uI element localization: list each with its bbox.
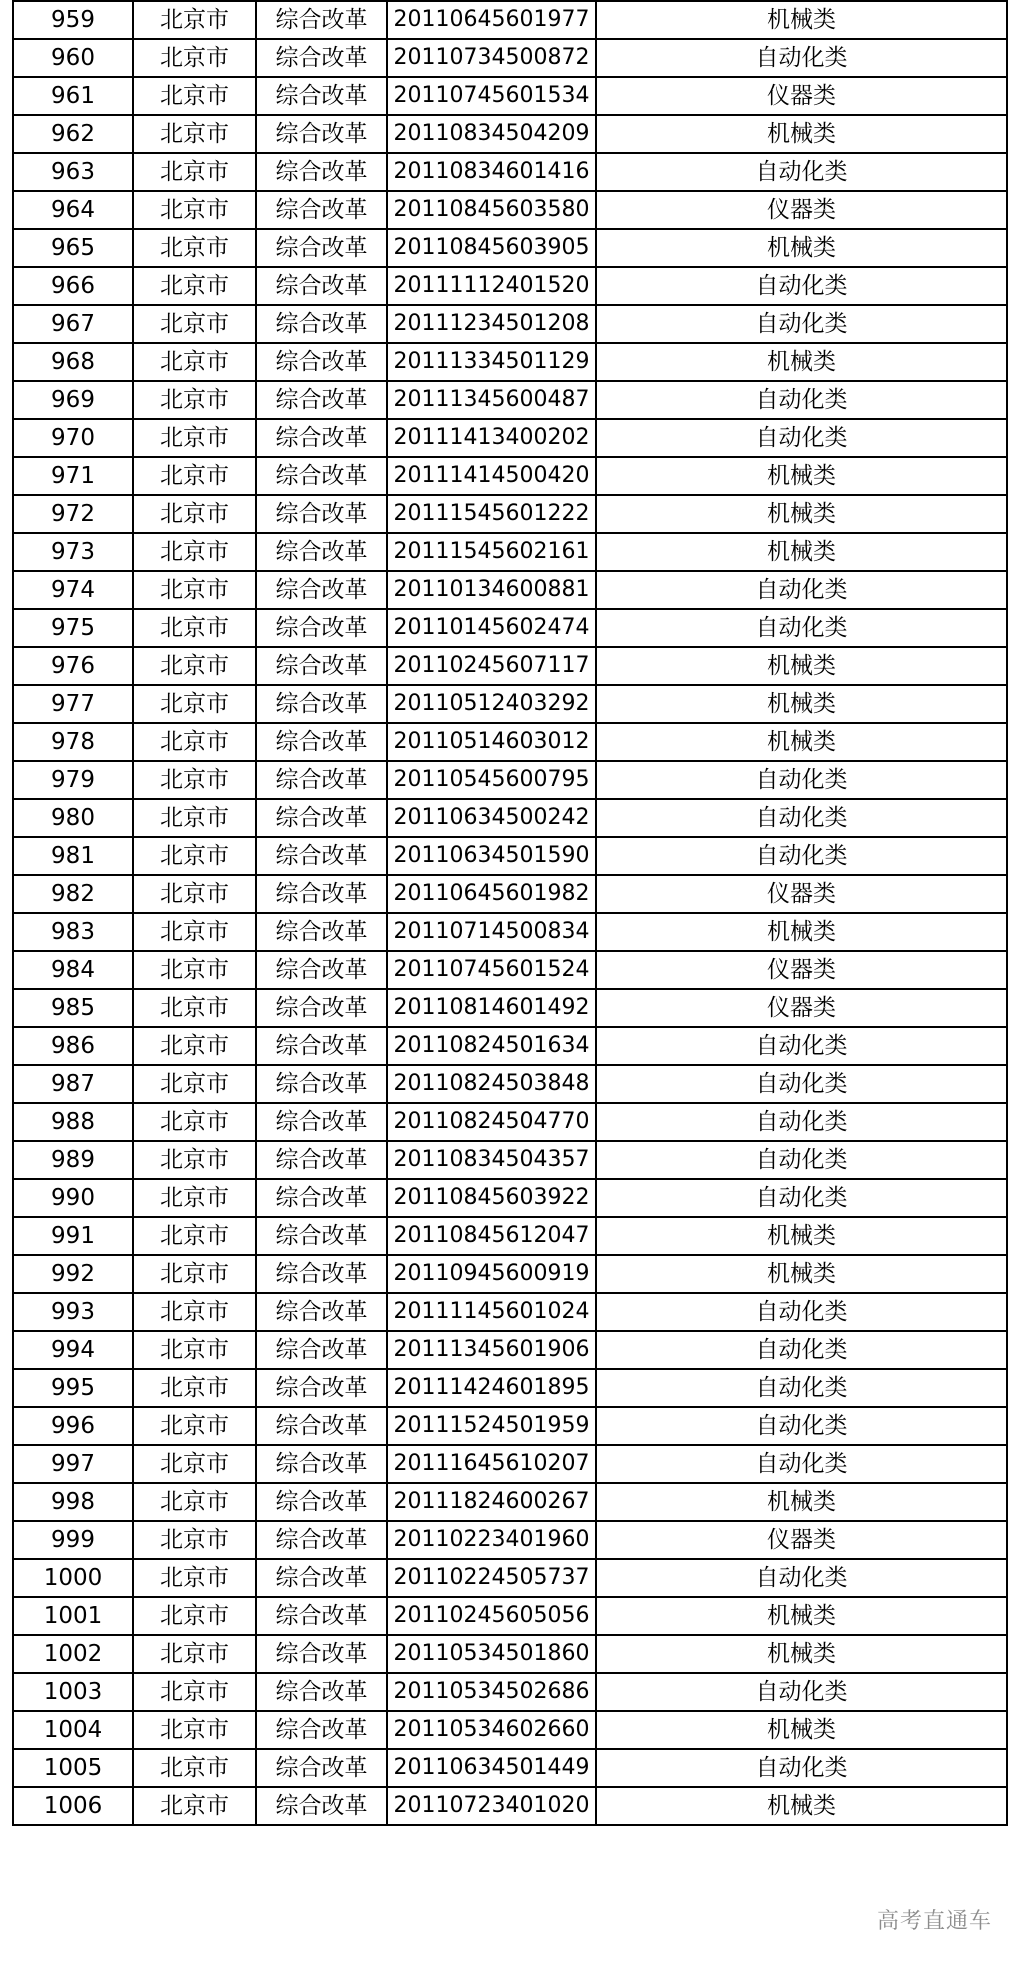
cell-serial-number: 968 xyxy=(13,343,133,381)
table-row xyxy=(13,1255,1007,1293)
table-row xyxy=(13,1103,1007,1141)
cell-exam-type: 综合改革 xyxy=(256,647,387,685)
cell-city: 北京市 xyxy=(133,1369,256,1407)
cell-serial-number: 962 xyxy=(13,115,133,153)
cell-candidate-id: 20110534502686 xyxy=(387,1673,596,1711)
cell-major-category: 自动化类 xyxy=(596,609,1007,647)
table-row xyxy=(13,533,1007,571)
cell-serial-number: 973 xyxy=(13,533,133,571)
cell-exam-type: 综合改革 xyxy=(256,989,387,1027)
table-row xyxy=(13,1711,1007,1749)
cell-major-category: 自动化类 xyxy=(596,1559,1007,1597)
cell-exam-type: 综合改革 xyxy=(256,1673,387,1711)
cell-city: 北京市 xyxy=(133,305,256,343)
cell-exam-type: 综合改革 xyxy=(256,533,387,571)
cell-exam-type: 综合改革 xyxy=(256,1749,387,1787)
cell-city: 北京市 xyxy=(133,343,256,381)
cell-serial-number: 994 xyxy=(13,1331,133,1369)
cell-serial-number: 987 xyxy=(13,1065,133,1103)
cell-exam-type: 综合改革 xyxy=(256,153,387,191)
cell-candidate-id: 20110534501860 xyxy=(387,1635,596,1673)
cell-candidate-id: 20110745601524 xyxy=(387,951,596,989)
cell-serial-number: 998 xyxy=(13,1483,133,1521)
cell-candidate-id: 20110945600919 xyxy=(387,1255,596,1293)
cell-major-category: 自动化类 xyxy=(596,1407,1007,1445)
cell-city: 北京市 xyxy=(133,913,256,951)
cell-major-category: 机械类 xyxy=(596,495,1007,533)
cell-candidate-id: 20111345601906 xyxy=(387,1331,596,1369)
cell-serial-number: 979 xyxy=(13,761,133,799)
cell-exam-type: 综合改革 xyxy=(256,685,387,723)
cell-city: 北京市 xyxy=(133,799,256,837)
table-row xyxy=(13,647,1007,685)
table-row xyxy=(13,1,1007,39)
cell-city: 北京市 xyxy=(133,1331,256,1369)
cell-candidate-id: 20110224505737 xyxy=(387,1559,596,1597)
cell-candidate-id: 20111345600487 xyxy=(387,381,596,419)
cell-major-category: 机械类 xyxy=(596,533,1007,571)
table-row xyxy=(13,761,1007,799)
cell-city: 北京市 xyxy=(133,39,256,77)
cell-serial-number: 964 xyxy=(13,191,133,229)
cell-serial-number: 970 xyxy=(13,419,133,457)
cell-major-category: 自动化类 xyxy=(596,1179,1007,1217)
cell-exam-type: 综合改革 xyxy=(256,1483,387,1521)
cell-city: 北京市 xyxy=(133,1711,256,1749)
cell-major-category: 机械类 xyxy=(596,115,1007,153)
table-row xyxy=(13,571,1007,609)
table-row xyxy=(13,1749,1007,1787)
table-row xyxy=(13,1293,1007,1331)
cell-serial-number: 984 xyxy=(13,951,133,989)
cell-serial-number: 982 xyxy=(13,875,133,913)
cell-exam-type: 综合改革 xyxy=(256,39,387,77)
cell-city: 北京市 xyxy=(133,1293,256,1331)
admission-list-sheet xyxy=(12,0,1006,1826)
cell-city: 北京市 xyxy=(133,1483,256,1521)
cell-major-category: 自动化类 xyxy=(596,267,1007,305)
cell-serial-number: 1005 xyxy=(13,1749,133,1787)
cell-city: 北京市 xyxy=(133,989,256,1027)
cell-serial-number: 965 xyxy=(13,229,133,267)
cell-serial-number: 995 xyxy=(13,1369,133,1407)
cell-candidate-id: 20110834601416 xyxy=(387,153,596,191)
cell-serial-number: 985 xyxy=(13,989,133,1027)
cell-major-category: 机械类 xyxy=(596,1635,1007,1673)
cell-exam-type: 综合改革 xyxy=(256,1331,387,1369)
cell-major-category: 机械类 xyxy=(596,1787,1007,1825)
cell-major-category: 自动化类 xyxy=(596,837,1007,875)
cell-candidate-id: 20110834504357 xyxy=(387,1141,596,1179)
table-row xyxy=(13,799,1007,837)
cell-exam-type: 综合改革 xyxy=(256,1369,387,1407)
cell-city: 北京市 xyxy=(133,951,256,989)
table-row xyxy=(13,1445,1007,1483)
cell-serial-number: 977 xyxy=(13,685,133,723)
cell-exam-type: 综合改革 xyxy=(256,1787,387,1825)
cell-exam-type: 综合改革 xyxy=(256,1255,387,1293)
cell-major-category: 自动化类 xyxy=(596,1673,1007,1711)
cell-city: 北京市 xyxy=(133,685,256,723)
cell-major-category: 仪器类 xyxy=(596,1521,1007,1559)
table-row xyxy=(13,1407,1007,1445)
cell-major-category: 自动化类 xyxy=(596,1331,1007,1369)
cell-candidate-id: 20111413400202 xyxy=(387,419,596,457)
cell-serial-number: 960 xyxy=(13,39,133,77)
cell-major-category: 自动化类 xyxy=(596,1065,1007,1103)
cell-candidate-id: 20111334501129 xyxy=(387,343,596,381)
cell-major-category: 机械类 xyxy=(596,229,1007,267)
cell-city: 北京市 xyxy=(133,229,256,267)
table-row xyxy=(13,115,1007,153)
table-row xyxy=(13,989,1007,1027)
cell-city: 北京市 xyxy=(133,1217,256,1255)
cell-major-category: 仪器类 xyxy=(596,191,1007,229)
table-row xyxy=(13,457,1007,495)
cell-exam-type: 综合改革 xyxy=(256,495,387,533)
table-row xyxy=(13,609,1007,647)
cell-serial-number: 971 xyxy=(13,457,133,495)
cell-city: 北京市 xyxy=(133,1559,256,1597)
cell-exam-type: 综合改革 xyxy=(256,115,387,153)
cell-city: 北京市 xyxy=(133,1445,256,1483)
cell-candidate-id: 20110245605056 xyxy=(387,1597,596,1635)
cell-serial-number: 989 xyxy=(13,1141,133,1179)
cell-major-category: 自动化类 xyxy=(596,761,1007,799)
cell-exam-type: 综合改革 xyxy=(256,723,387,761)
table-row xyxy=(13,1065,1007,1103)
cell-serial-number: 1001 xyxy=(13,1597,133,1635)
cell-candidate-id: 20110834504209 xyxy=(387,115,596,153)
cell-serial-number: 1004 xyxy=(13,1711,133,1749)
cell-major-category: 机械类 xyxy=(596,1,1007,39)
cell-major-category: 机械类 xyxy=(596,723,1007,761)
cell-major-category: 自动化类 xyxy=(596,39,1007,77)
cell-exam-type: 综合改革 xyxy=(256,229,387,267)
cell-exam-type: 综合改革 xyxy=(256,1065,387,1103)
cell-city: 北京市 xyxy=(133,609,256,647)
table-row xyxy=(13,1597,1007,1635)
cell-exam-type: 综合改革 xyxy=(256,1521,387,1559)
cell-major-category: 自动化类 xyxy=(596,1141,1007,1179)
cell-serial-number: 978 xyxy=(13,723,133,761)
cell-major-category: 机械类 xyxy=(596,913,1007,951)
cell-candidate-id: 20110645601977 xyxy=(387,1,596,39)
cell-major-category: 机械类 xyxy=(596,685,1007,723)
cell-candidate-id: 20110745601534 xyxy=(387,77,596,115)
cell-major-category: 机械类 xyxy=(596,647,1007,685)
cell-major-category: 机械类 xyxy=(596,457,1007,495)
cell-candidate-id: 20110824504770 xyxy=(387,1103,596,1141)
cell-exam-type: 综合改革 xyxy=(256,1407,387,1445)
cell-exam-type: 综合改革 xyxy=(256,1179,387,1217)
cell-exam-type: 综合改革 xyxy=(256,1597,387,1635)
cell-serial-number: 980 xyxy=(13,799,133,837)
table-row xyxy=(13,723,1007,761)
cell-city: 北京市 xyxy=(133,495,256,533)
cell-candidate-id: 20110134600881 xyxy=(387,571,596,609)
cell-exam-type: 综合改革 xyxy=(256,1293,387,1331)
table-row xyxy=(13,381,1007,419)
cell-candidate-id: 20111424601895 xyxy=(387,1369,596,1407)
table-row xyxy=(13,495,1007,533)
cell-city: 北京市 xyxy=(133,1065,256,1103)
cell-city: 北京市 xyxy=(133,267,256,305)
cell-major-category: 自动化类 xyxy=(596,799,1007,837)
cell-serial-number: 996 xyxy=(13,1407,133,1445)
cell-candidate-id: 20110845612047 xyxy=(387,1217,596,1255)
cell-city: 北京市 xyxy=(133,1407,256,1445)
table-row xyxy=(13,1559,1007,1597)
cell-serial-number: 988 xyxy=(13,1103,133,1141)
cell-city: 北京市 xyxy=(133,1787,256,1825)
cell-exam-type: 综合改革 xyxy=(256,1,387,39)
cell-candidate-id: 20110824501634 xyxy=(387,1027,596,1065)
cell-candidate-id: 20110723401020 xyxy=(387,1787,596,1825)
table-row xyxy=(13,419,1007,457)
cell-candidate-id: 20110545600795 xyxy=(387,761,596,799)
table-row xyxy=(13,191,1007,229)
cell-major-category: 自动化类 xyxy=(596,381,1007,419)
cell-major-category: 机械类 xyxy=(596,1711,1007,1749)
cell-city: 北京市 xyxy=(133,1635,256,1673)
cell-city: 北京市 xyxy=(133,381,256,419)
cell-candidate-id: 20111524501959 xyxy=(387,1407,596,1445)
cell-serial-number: 990 xyxy=(13,1179,133,1217)
cell-major-category: 机械类 xyxy=(596,1597,1007,1635)
table-row xyxy=(13,343,1007,381)
cell-serial-number: 1003 xyxy=(13,1673,133,1711)
cell-serial-number: 959 xyxy=(13,1,133,39)
cell-candidate-id: 20111234501208 xyxy=(387,305,596,343)
cell-candidate-id: 20110845603905 xyxy=(387,229,596,267)
cell-city: 北京市 xyxy=(133,1179,256,1217)
cell-major-category: 自动化类 xyxy=(596,571,1007,609)
table-row xyxy=(13,305,1007,343)
cell-exam-type: 综合改革 xyxy=(256,799,387,837)
cell-city: 北京市 xyxy=(133,723,256,761)
cell-city: 北京市 xyxy=(133,1673,256,1711)
cell-serial-number: 963 xyxy=(13,153,133,191)
cell-city: 北京市 xyxy=(133,1255,256,1293)
cell-city: 北京市 xyxy=(133,761,256,799)
cell-exam-type: 综合改革 xyxy=(256,571,387,609)
cell-exam-type: 综合改革 xyxy=(256,913,387,951)
cell-city: 北京市 xyxy=(133,1749,256,1787)
cell-candidate-id: 20110714500834 xyxy=(387,913,596,951)
cell-serial-number: 969 xyxy=(13,381,133,419)
table-row xyxy=(13,1331,1007,1369)
cell-candidate-id: 20110824503848 xyxy=(387,1065,596,1103)
cell-candidate-id: 20110145602474 xyxy=(387,609,596,647)
cell-city: 北京市 xyxy=(133,1597,256,1635)
cell-candidate-id: 20110645601982 xyxy=(387,875,596,913)
cell-candidate-id: 20111645610207 xyxy=(387,1445,596,1483)
table-body xyxy=(13,1,1007,1825)
table-row xyxy=(13,1369,1007,1407)
cell-major-category: 仪器类 xyxy=(596,989,1007,1027)
cell-exam-type: 综合改革 xyxy=(256,1635,387,1673)
cell-serial-number: 1002 xyxy=(13,1635,133,1673)
cell-exam-type: 综合改革 xyxy=(256,875,387,913)
cell-candidate-id: 20110814601492 xyxy=(387,989,596,1027)
cell-serial-number: 1006 xyxy=(13,1787,133,1825)
cell-major-category: 机械类 xyxy=(596,1255,1007,1293)
cell-candidate-id: 20110845603922 xyxy=(387,1179,596,1217)
cell-exam-type: 综合改革 xyxy=(256,1217,387,1255)
cell-major-category: 自动化类 xyxy=(596,1749,1007,1787)
cell-city: 北京市 xyxy=(133,1103,256,1141)
cell-serial-number: 976 xyxy=(13,647,133,685)
cell-major-category: 自动化类 xyxy=(596,1445,1007,1483)
cell-major-category: 机械类 xyxy=(596,1483,1007,1521)
cell-serial-number: 974 xyxy=(13,571,133,609)
cell-city: 北京市 xyxy=(133,191,256,229)
cell-serial-number: 993 xyxy=(13,1293,133,1331)
cell-exam-type: 综合改革 xyxy=(256,419,387,457)
table-row xyxy=(13,1217,1007,1255)
table-row xyxy=(13,1521,1007,1559)
table-row xyxy=(13,267,1007,305)
cell-exam-type: 综合改革 xyxy=(256,761,387,799)
cell-city: 北京市 xyxy=(133,77,256,115)
cell-candidate-id: 20110634500242 xyxy=(387,799,596,837)
cell-city: 北京市 xyxy=(133,1521,256,1559)
cell-candidate-id: 20110512403292 xyxy=(387,685,596,723)
cell-candidate-id: 20111545601222 xyxy=(387,495,596,533)
cell-serial-number: 972 xyxy=(13,495,133,533)
cell-city: 北京市 xyxy=(133,533,256,571)
cell-serial-number: 992 xyxy=(13,1255,133,1293)
cell-exam-type: 综合改革 xyxy=(256,1141,387,1179)
cell-major-category: 仪器类 xyxy=(596,875,1007,913)
cell-candidate-id: 20111824600267 xyxy=(387,1483,596,1521)
cell-candidate-id: 20110245607117 xyxy=(387,647,596,685)
cell-candidate-id: 20110634501449 xyxy=(387,1749,596,1787)
cell-city: 北京市 xyxy=(133,1,256,39)
cell-city: 北京市 xyxy=(133,571,256,609)
cell-major-category: 机械类 xyxy=(596,343,1007,381)
cell-major-category: 自动化类 xyxy=(596,1293,1007,1331)
cell-exam-type: 综合改革 xyxy=(256,837,387,875)
table-row xyxy=(13,39,1007,77)
cell-exam-type: 综合改革 xyxy=(256,609,387,647)
cell-major-category: 仪器类 xyxy=(596,77,1007,115)
cell-exam-type: 综合改革 xyxy=(256,1103,387,1141)
cell-candidate-id: 20110634501590 xyxy=(387,837,596,875)
cell-serial-number: 999 xyxy=(13,1521,133,1559)
table-row xyxy=(13,875,1007,913)
cell-serial-number: 986 xyxy=(13,1027,133,1065)
cell-city: 北京市 xyxy=(133,875,256,913)
cell-exam-type: 综合改革 xyxy=(256,457,387,495)
cell-candidate-id: 20111545602161 xyxy=(387,533,596,571)
cell-serial-number: 1000 xyxy=(13,1559,133,1597)
cell-major-category: 自动化类 xyxy=(596,305,1007,343)
cell-major-category: 自动化类 xyxy=(596,1369,1007,1407)
table-row xyxy=(13,913,1007,951)
cell-serial-number: 966 xyxy=(13,267,133,305)
cell-exam-type: 综合改革 xyxy=(256,1027,387,1065)
table-row xyxy=(13,1179,1007,1217)
cell-major-category: 仪器类 xyxy=(596,951,1007,989)
table-row xyxy=(13,685,1007,723)
cell-candidate-id: 20110223401960 xyxy=(387,1521,596,1559)
cell-major-category: 自动化类 xyxy=(596,1103,1007,1141)
cell-serial-number: 997 xyxy=(13,1445,133,1483)
cell-serial-number: 983 xyxy=(13,913,133,951)
cell-exam-type: 综合改革 xyxy=(256,305,387,343)
cell-serial-number: 981 xyxy=(13,837,133,875)
cell-major-category: 机械类 xyxy=(596,1217,1007,1255)
table-row xyxy=(13,837,1007,875)
cell-exam-type: 综合改革 xyxy=(256,77,387,115)
cell-major-category: 自动化类 xyxy=(596,153,1007,191)
table-row xyxy=(13,1483,1007,1521)
cell-city: 北京市 xyxy=(133,419,256,457)
table-row xyxy=(13,1673,1007,1711)
cell-exam-type: 综合改革 xyxy=(256,191,387,229)
table-row xyxy=(13,1635,1007,1673)
admission-table xyxy=(12,0,1008,1826)
table-row xyxy=(13,77,1007,115)
table-row xyxy=(13,951,1007,989)
table-row xyxy=(13,1027,1007,1065)
cell-city: 北京市 xyxy=(133,1027,256,1065)
cell-candidate-id: 20111414500420 xyxy=(387,457,596,495)
cell-city: 北京市 xyxy=(133,457,256,495)
cell-major-category: 自动化类 xyxy=(596,1027,1007,1065)
watermark-text: 高考直通车 xyxy=(876,1909,992,1934)
cell-city: 北京市 xyxy=(133,647,256,685)
cell-exam-type: 综合改革 xyxy=(256,267,387,305)
cell-serial-number: 975 xyxy=(13,609,133,647)
cell-serial-number: 967 xyxy=(13,305,133,343)
cell-candidate-id: 20110734500872 xyxy=(387,39,596,77)
cell-exam-type: 综合改革 xyxy=(256,1711,387,1749)
table-row xyxy=(13,1141,1007,1179)
cell-candidate-id: 20111112401520 xyxy=(387,267,596,305)
cell-exam-type: 综合改革 xyxy=(256,343,387,381)
cell-city: 北京市 xyxy=(133,837,256,875)
cell-serial-number: 991 xyxy=(13,1217,133,1255)
cell-exam-type: 综合改革 xyxy=(256,951,387,989)
table-row xyxy=(13,229,1007,267)
cell-candidate-id: 20110514603012 xyxy=(387,723,596,761)
cell-city: 北京市 xyxy=(133,1141,256,1179)
cell-candidate-id: 20110534602660 xyxy=(387,1711,596,1749)
cell-exam-type: 综合改革 xyxy=(256,1445,387,1483)
table-row xyxy=(13,153,1007,191)
cell-major-category: 自动化类 xyxy=(596,419,1007,457)
cell-candidate-id: 20110845603580 xyxy=(387,191,596,229)
cell-city: 北京市 xyxy=(133,115,256,153)
cell-serial-number: 961 xyxy=(13,77,133,115)
cell-exam-type: 综合改革 xyxy=(256,1559,387,1597)
cell-candidate-id: 20111145601024 xyxy=(387,1293,596,1331)
table-row xyxy=(13,1787,1007,1825)
cell-city: 北京市 xyxy=(133,153,256,191)
cell-exam-type: 综合改革 xyxy=(256,381,387,419)
